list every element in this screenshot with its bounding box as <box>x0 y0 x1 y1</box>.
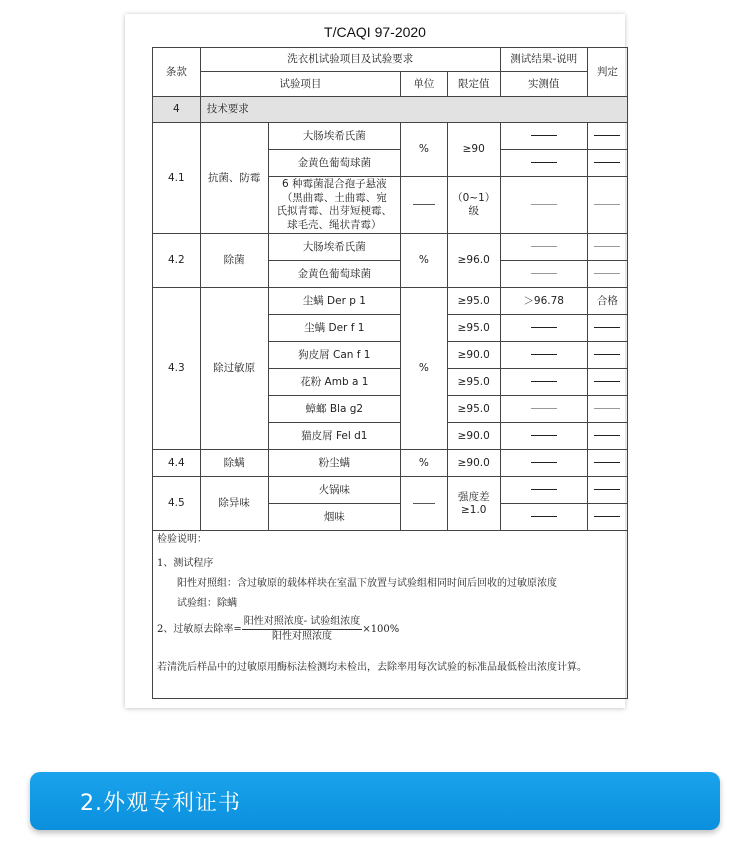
unit-cell: % <box>401 288 448 450</box>
dash-mark <box>531 489 557 490</box>
clause-4-1: 4.1 <box>153 123 201 234</box>
measured-cell <box>500 150 587 177</box>
verdict-cell <box>587 150 627 177</box>
verdict-cell <box>587 177 627 234</box>
dash-mark <box>594 408 620 409</box>
limit-cell: ≥95.0 <box>447 288 500 315</box>
category-odor-removal: 除异味 <box>200 477 268 531</box>
measured-cell <box>500 477 587 504</box>
dash-mark <box>531 162 557 163</box>
table-row <box>153 123 628 150</box>
dash-mark <box>531 408 557 409</box>
test-item: 尘螨 Der f 1 <box>268 315 401 342</box>
verdict-cell <box>587 261 627 288</box>
limit-line: 强度差 <box>457 490 490 503</box>
table-row <box>153 234 628 261</box>
mold-line: 氏拟青霉、出芽短梗霉、 <box>276 205 393 217</box>
mold-line: （黑曲霉、土曲霉、宛 <box>281 191 387 204</box>
category-mite-removal: 除螨 <box>200 450 268 477</box>
header-verdict: 判定 <box>587 48 627 97</box>
dash-mark <box>594 204 620 205</box>
notes-footnote: 若清洗后样品中的过敏原用酶标法检测均未检出，去除率用每次试验的标准品最低检出浓度计算。 <box>157 662 587 673</box>
measured-cell <box>500 504 587 531</box>
limit-cell <box>447 177 500 234</box>
dash-mark <box>413 204 435 205</box>
header-limit: 限定值 <box>447 72 500 97</box>
dash-mark <box>594 516 620 517</box>
limit-cell: ≥90.0 <box>447 342 500 369</box>
section-number: 4 <box>153 97 201 123</box>
measured-cell: ＞96.78 <box>500 288 587 315</box>
verdict-cell <box>587 342 627 369</box>
measured-cell <box>500 396 587 423</box>
notes-positive-control: 阳性对照组：含过敏原的载体样块在室温下放置与试验组相同时间后回收的过敏原浓度 <box>177 578 557 589</box>
dash-mark <box>594 273 620 274</box>
dash-mark <box>594 327 620 328</box>
verdict-cell <box>587 450 627 477</box>
measured-cell <box>500 423 587 450</box>
measured-cell <box>500 177 587 234</box>
limit-line: ≥1.0 <box>460 503 487 516</box>
dash-mark <box>531 435 557 436</box>
test-item: 金黄色葡萄球菌 <box>268 261 401 288</box>
formula-tail: ×100% <box>362 624 400 635</box>
verdict-cell <box>587 315 627 342</box>
category-allergen-removal: 除过敏原 <box>200 288 268 450</box>
header-unit: 单位 <box>401 72 448 97</box>
dash-mark <box>413 503 435 504</box>
category-antibacterial: 抗菌、防霉 <box>200 123 268 234</box>
header-test-item: 试验项目 <box>200 72 400 97</box>
limit-line: 级 <box>468 205 479 217</box>
mold-line: 6 种霉菌混合孢子悬液 <box>282 178 387 190</box>
clause-4-5: 4.5 <box>153 477 201 531</box>
test-item: 烟味 <box>268 504 401 531</box>
notes-row <box>153 531 628 699</box>
mold-test-item <box>268 177 401 234</box>
unit-cell <box>401 177 448 234</box>
limit-cell: ≥90.0 <box>447 423 500 450</box>
document-page <box>125 14 625 708</box>
header-result-group: 测试结果-说明 <box>500 48 587 72</box>
measured-cell <box>500 261 587 288</box>
notes-test-group: 试验组：除螨 <box>177 598 237 609</box>
dash-mark <box>594 489 620 490</box>
test-item: 火锅味 <box>268 477 401 504</box>
verdict-cell: 合格 <box>587 288 627 315</box>
dash-mark <box>594 381 620 382</box>
clause-4-4: 4.4 <box>153 450 201 477</box>
formula-denominator: 阳性对照浓度 <box>272 631 333 642</box>
measured-cell <box>500 234 587 261</box>
test-requirements-table <box>152 47 628 699</box>
formula-label: 2、过敏原去除率= <box>157 624 242 635</box>
verdict-cell <box>587 369 627 396</box>
section-title: 技术要求 <box>200 97 627 123</box>
dash-mark <box>531 516 557 517</box>
dash-mark <box>531 204 557 205</box>
unit-cell <box>401 477 448 531</box>
formula-fraction <box>242 615 363 644</box>
header-group: 洗衣机试验项目及试验要求 <box>200 48 500 72</box>
clause-4-2: 4.2 <box>153 234 201 288</box>
dash-mark <box>594 354 620 355</box>
limit-cell: ≥96.0 <box>447 234 500 288</box>
test-item: 狗皮屑 Can f 1 <box>268 342 401 369</box>
header-measured: 实测值 <box>500 72 587 97</box>
verdict-cell <box>587 123 627 150</box>
dash-mark <box>594 435 620 436</box>
measured-cell <box>500 369 587 396</box>
test-item: 大肠埃希氏菌 <box>268 123 401 150</box>
measured-cell <box>500 342 587 369</box>
header-clause: 条款 <box>153 48 201 97</box>
verdict-cell <box>587 234 627 261</box>
category-sterilization: 除菌 <box>200 234 268 288</box>
table-header-row <box>153 48 628 72</box>
mold-line: 球毛壳、绳状青霉） <box>287 218 382 231</box>
section-row <box>153 97 628 123</box>
table-row <box>153 288 628 315</box>
dash-mark <box>594 135 620 136</box>
verdict-cell <box>587 477 627 504</box>
unit-cell: % <box>401 123 448 177</box>
notes-formula <box>157 615 623 644</box>
limit-cell: ≥95.0 <box>447 369 500 396</box>
test-item: 尘螨 Der p 1 <box>268 288 401 315</box>
table-row <box>153 450 628 477</box>
test-item: 猫皮屑 Fel d1 <box>268 423 401 450</box>
measured-cell <box>500 315 587 342</box>
document-title: T/CAQI 97-2020 <box>324 24 426 40</box>
inspection-notes <box>153 531 628 699</box>
table-subheader-row <box>153 72 628 97</box>
limit-cell: ≥90 <box>447 123 500 177</box>
dash-mark <box>531 354 557 355</box>
limit-line: （0~1） <box>452 192 496 204</box>
banner-label: 2.外观专利证书 <box>80 791 241 816</box>
clause-4-3: 4.3 <box>153 288 201 450</box>
dash-mark <box>531 327 557 328</box>
dash-mark <box>531 135 557 136</box>
unit-cell: % <box>401 450 448 477</box>
section-banner <box>30 772 720 830</box>
test-item: 蟑螂 Bla g2 <box>268 396 401 423</box>
limit-cell <box>447 477 500 531</box>
notes-step-1: 1、测试程序 <box>157 558 214 569</box>
verdict-cell <box>587 423 627 450</box>
limit-cell: ≥95.0 <box>447 396 500 423</box>
dash-mark <box>531 381 557 382</box>
test-item: 大肠埃希氏菌 <box>268 234 401 261</box>
dash-mark <box>594 162 620 163</box>
dash-mark <box>531 462 557 463</box>
test-item: 金黄色葡萄球菌 <box>268 150 401 177</box>
verdict-cell <box>587 504 627 531</box>
unit-cell: % <box>401 234 448 288</box>
dash-mark <box>531 273 557 274</box>
limit-cell: ≥95.0 <box>447 315 500 342</box>
limit-cell: ≥90.0 <box>447 450 500 477</box>
table-row <box>153 477 628 504</box>
measured-cell <box>500 450 587 477</box>
dash-mark <box>594 246 620 247</box>
measured-cell <box>500 123 587 150</box>
dash-mark <box>594 462 620 463</box>
formula-numerator: 阳性对照浓度- 试验组浓度 <box>242 615 363 630</box>
verdict-cell <box>587 396 627 423</box>
test-item: 粉尘螨 <box>268 450 401 477</box>
notes-heading: 检验说明： <box>157 534 207 545</box>
dash-mark <box>531 246 557 247</box>
test-item: 花粉 Amb a 1 <box>268 369 401 396</box>
